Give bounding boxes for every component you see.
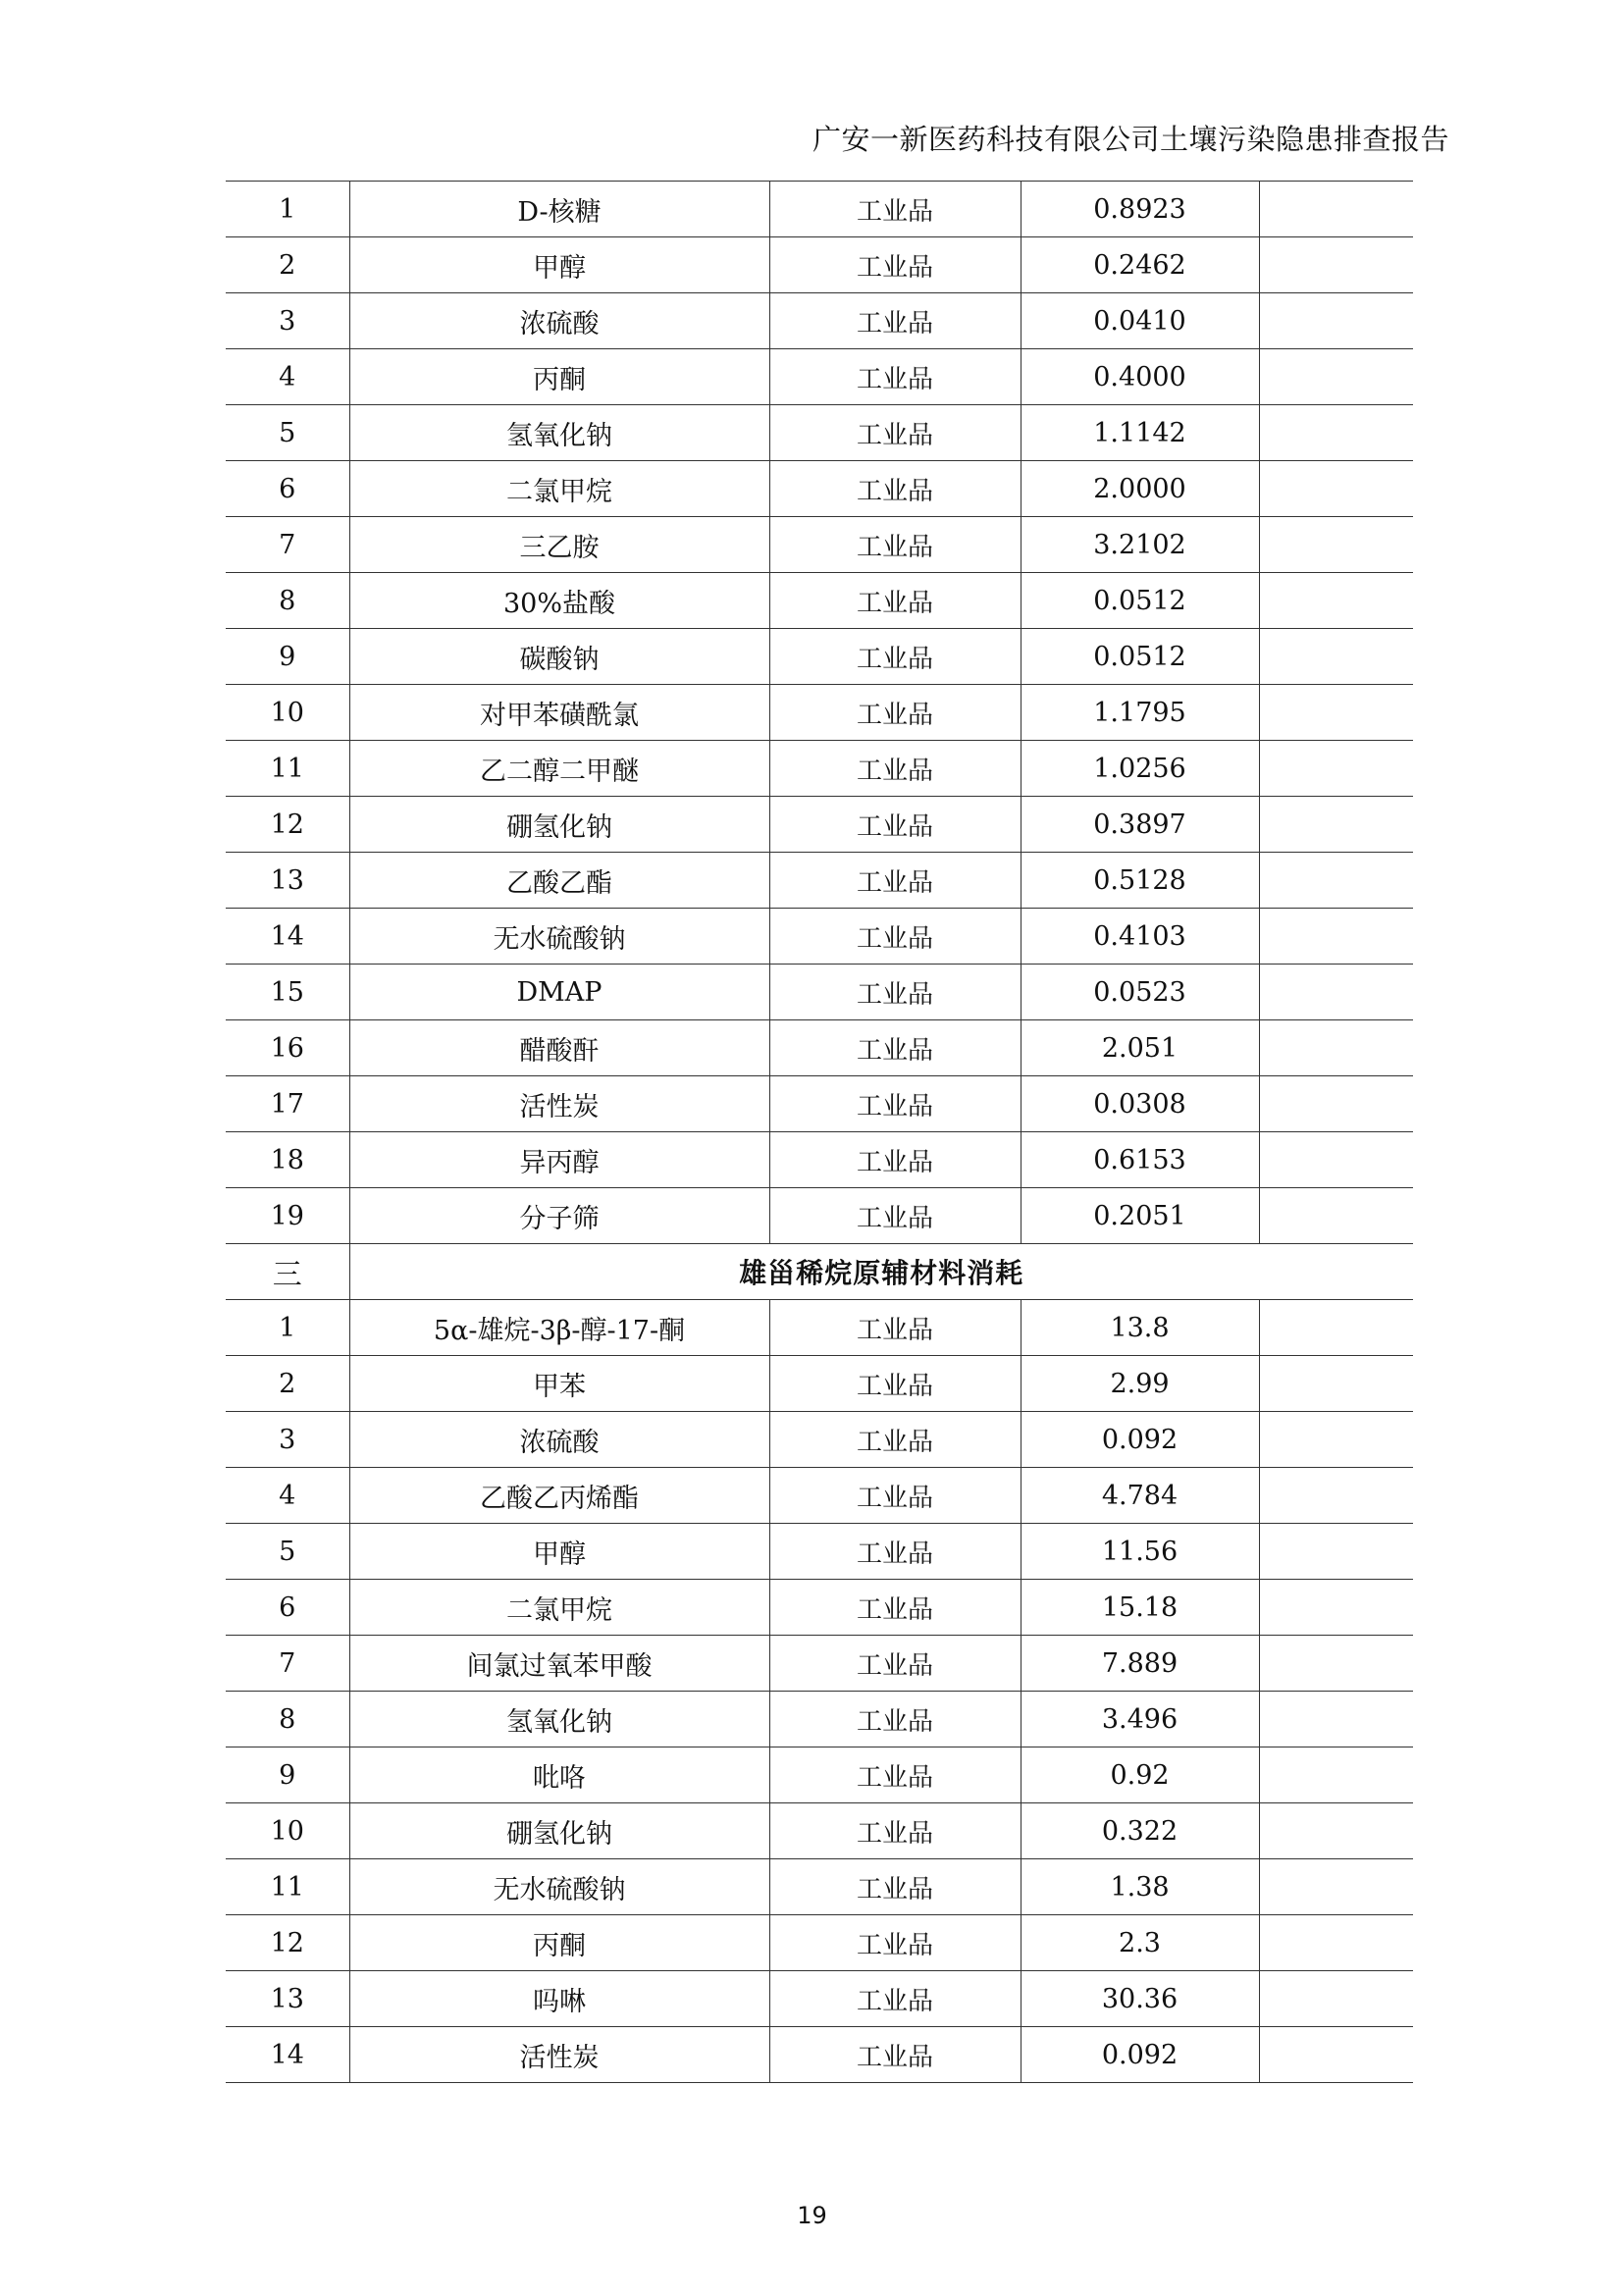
row-number-cell: 14 (226, 909, 349, 965)
quantity-cell: 0.2462 (1021, 237, 1259, 293)
section-number: 三 (226, 1244, 349, 1300)
quantity-cell: 2.3 (1021, 1915, 1259, 1971)
row-number-cell: 5 (226, 405, 349, 461)
remark-cell (1259, 1356, 1413, 1412)
remark-cell (1259, 517, 1413, 573)
table-row (226, 517, 1413, 573)
table-row (226, 1859, 1413, 1915)
grade-cell: 工业品 (769, 1188, 1021, 1244)
remark-cell (1259, 1132, 1413, 1188)
grade-cell: 工业品 (769, 1747, 1021, 1803)
quantity-cell: 0.6153 (1021, 1132, 1259, 1188)
table-row (226, 797, 1413, 853)
quantity-cell: 30.36 (1021, 1971, 1259, 2027)
table-row (226, 1188, 1413, 1244)
grade-cell: 工业品 (769, 1915, 1021, 1971)
material-name-cell: 乙酸乙酯 (349, 853, 769, 909)
quantity-cell: 0.8923 (1021, 182, 1259, 237)
quantity-cell: 2.99 (1021, 1356, 1259, 1412)
quantity-cell: 0.322 (1021, 1803, 1259, 1859)
row-number-cell: 9 (226, 629, 349, 685)
remark-cell (1259, 2027, 1413, 2083)
remark-cell (1259, 685, 1413, 741)
row-number-cell: 7 (226, 1636, 349, 1692)
quantity-cell: 0.3897 (1021, 797, 1259, 853)
table-row (226, 1692, 1413, 1747)
grade-cell: 工业品 (769, 573, 1021, 629)
row-number-cell: 1 (226, 1300, 349, 1356)
quantity-cell: 0.0308 (1021, 1076, 1259, 1132)
grade-cell: 工业品 (769, 182, 1021, 237)
material-name-cell: 5α-雄烷-3β-醇-17-酮 (349, 1300, 769, 1356)
quantity-cell: 0.4000 (1021, 349, 1259, 405)
table-row (226, 1747, 1413, 1803)
remark-cell (1259, 853, 1413, 909)
table-row (226, 237, 1413, 293)
material-name-cell: 30%盐酸 (349, 573, 769, 629)
remark-cell (1259, 461, 1413, 517)
row-number-cell: 6 (226, 1580, 349, 1636)
remark-cell (1259, 1692, 1413, 1747)
material-name-cell: 氢氧化钠 (349, 1692, 769, 1747)
remark-cell (1259, 1580, 1413, 1636)
table-row (226, 1580, 1413, 1636)
row-number-cell: 11 (226, 741, 349, 797)
quantity-cell: 1.0256 (1021, 741, 1259, 797)
row-number-cell: 11 (226, 1859, 349, 1915)
grade-cell: 工业品 (769, 629, 1021, 685)
row-number-cell: 10 (226, 1803, 349, 1859)
table-row (226, 1915, 1413, 1971)
row-number-cell: 19 (226, 1188, 349, 1244)
material-name-cell: 吡咯 (349, 1747, 769, 1803)
material-name-cell: 甲苯 (349, 1356, 769, 1412)
remark-cell (1259, 1636, 1413, 1692)
table-row (226, 461, 1413, 517)
table-row (226, 909, 1413, 965)
quantity-cell: 0.92 (1021, 1747, 1259, 1803)
quantity-cell: 4.784 (1021, 1468, 1259, 1524)
remark-cell (1259, 1747, 1413, 1803)
quantity-cell: 1.1142 (1021, 405, 1259, 461)
quantity-cell: 0.0512 (1021, 629, 1259, 685)
remark-cell (1259, 573, 1413, 629)
raw-materials-table-body (226, 182, 1413, 2083)
quantity-cell: 0.092 (1021, 1412, 1259, 1468)
material-name-cell: 浓硫酸 (349, 1412, 769, 1468)
remark-cell (1259, 349, 1413, 405)
quantity-cell: 0.0512 (1021, 573, 1259, 629)
row-number-cell: 2 (226, 1356, 349, 1412)
grade-cell: 工业品 (769, 1356, 1021, 1412)
material-name-cell: 活性炭 (349, 2027, 769, 2083)
quantity-cell: 1.1795 (1021, 685, 1259, 741)
grade-cell: 工业品 (769, 349, 1021, 405)
material-name-cell: 醋酸酐 (349, 1020, 769, 1076)
remark-cell (1259, 1803, 1413, 1859)
material-name-cell: 无水硫酸钠 (349, 909, 769, 965)
material-name-cell: 甲醇 (349, 237, 769, 293)
grade-cell: 工业品 (769, 1076, 1021, 1132)
grade-cell: 工业品 (769, 1300, 1021, 1356)
row-number-cell: 12 (226, 1915, 349, 1971)
quantity-cell: 7.889 (1021, 1636, 1259, 1692)
remark-cell (1259, 797, 1413, 853)
quantity-cell: 3.496 (1021, 1692, 1259, 1747)
remark-cell (1259, 182, 1413, 237)
section-heading-row (226, 1244, 1413, 1300)
material-name-cell: 二氯甲烷 (349, 1580, 769, 1636)
material-name-cell: 对甲苯磺酰氯 (349, 685, 769, 741)
table-row (226, 1300, 1413, 1356)
row-number-cell: 4 (226, 349, 349, 405)
quantity-cell: 2.0000 (1021, 461, 1259, 517)
remark-cell (1259, 629, 1413, 685)
quantity-cell: 0.092 (1021, 2027, 1259, 2083)
remark-cell (1259, 1859, 1413, 1915)
row-number-cell: 12 (226, 797, 349, 853)
grade-cell: 工业品 (769, 517, 1021, 573)
table-row (226, 405, 1413, 461)
remark-cell (1259, 1300, 1413, 1356)
remark-cell (1259, 909, 1413, 965)
row-number-cell: 5 (226, 1524, 349, 1580)
remark-cell (1259, 237, 1413, 293)
grade-cell: 工业品 (769, 853, 1021, 909)
remark-cell (1259, 741, 1413, 797)
remark-cell (1259, 1412, 1413, 1468)
grade-cell: 工业品 (769, 1636, 1021, 1692)
grade-cell: 工业品 (769, 1580, 1021, 1636)
row-number-cell: 10 (226, 685, 349, 741)
row-number-cell: 3 (226, 293, 349, 349)
row-number-cell: 4 (226, 1468, 349, 1524)
remark-cell (1259, 1188, 1413, 1244)
grade-cell: 工业品 (769, 1524, 1021, 1580)
material-name-cell: 碳酸钠 (349, 629, 769, 685)
table-row (226, 965, 1413, 1020)
grade-cell: 工业品 (769, 1020, 1021, 1076)
table-row (226, 741, 1413, 797)
quantity-cell: 0.4103 (1021, 909, 1259, 965)
row-number-cell: 7 (226, 517, 349, 573)
table-row (226, 1020, 1413, 1076)
grade-cell: 工业品 (769, 1692, 1021, 1747)
grade-cell: 工业品 (769, 1468, 1021, 1524)
remark-cell (1259, 405, 1413, 461)
row-number-cell: 3 (226, 1412, 349, 1468)
grade-cell: 工业品 (769, 1971, 1021, 2027)
table-row (226, 629, 1413, 685)
grade-cell: 工业品 (769, 293, 1021, 349)
raw-materials-table (226, 182, 1413, 2083)
row-number-cell: 8 (226, 1692, 349, 1747)
quantity-cell: 11.56 (1021, 1524, 1259, 1580)
remark-cell (1259, 1468, 1413, 1524)
table-row (226, 2027, 1413, 2083)
material-name-cell: 异丙醇 (349, 1132, 769, 1188)
remark-cell (1259, 1971, 1413, 2027)
table-row (226, 1803, 1413, 1859)
material-name-cell: 分子筛 (349, 1188, 769, 1244)
grade-cell: 工业品 (769, 1803, 1021, 1859)
quantity-cell: 0.2051 (1021, 1188, 1259, 1244)
grade-cell: 工业品 (769, 797, 1021, 853)
remark-cell (1259, 1524, 1413, 1580)
quantity-cell: 13.8 (1021, 1300, 1259, 1356)
remark-cell (1259, 1020, 1413, 1076)
remark-cell (1259, 1076, 1413, 1132)
material-name-cell: 甲醇 (349, 1524, 769, 1580)
material-name-cell: 丙酮 (349, 349, 769, 405)
table-row (226, 1076, 1413, 1132)
table-row (226, 573, 1413, 629)
table-row (226, 349, 1413, 405)
grade-cell: 工业品 (769, 461, 1021, 517)
remark-cell (1259, 965, 1413, 1020)
quantity-cell: 0.5128 (1021, 853, 1259, 909)
grade-cell: 工业品 (769, 685, 1021, 741)
row-number-cell: 15 (226, 965, 349, 1020)
quantity-cell: 2.051 (1021, 1020, 1259, 1076)
row-number-cell: 8 (226, 573, 349, 629)
row-number-cell: 18 (226, 1132, 349, 1188)
quantity-cell: 3.2102 (1021, 517, 1259, 573)
grade-cell: 工业品 (769, 1132, 1021, 1188)
table-row (226, 1468, 1413, 1524)
page-header-title: 广安一新医药科技有限公司土壤污染隐患排查报告 (812, 123, 1449, 156)
grade-cell: 工业品 (769, 965, 1021, 1020)
material-name-cell: 吗啉 (349, 1971, 769, 2027)
row-number-cell: 13 (226, 1971, 349, 2027)
grade-cell: 工业品 (769, 1859, 1021, 1915)
material-name-cell: D-核糖 (349, 182, 769, 237)
row-number-cell: 16 (226, 1020, 349, 1076)
table-row (226, 293, 1413, 349)
grade-cell: 工业品 (769, 741, 1021, 797)
material-name-cell: 乙二醇二甲醚 (349, 741, 769, 797)
material-name-cell: 乙酸乙丙烯酯 (349, 1468, 769, 1524)
remark-cell (1259, 1915, 1413, 1971)
material-name-cell: 间氯过氧苯甲酸 (349, 1636, 769, 1692)
quantity-cell: 1.38 (1021, 1859, 1259, 1915)
grade-cell: 工业品 (769, 237, 1021, 293)
material-name-cell: 丙酮 (349, 1915, 769, 1971)
row-number-cell: 1 (226, 182, 349, 237)
material-name-cell: DMAP (349, 965, 769, 1020)
grade-cell: 工业品 (769, 909, 1021, 965)
grade-cell: 工业品 (769, 405, 1021, 461)
table-row (226, 853, 1413, 909)
table-row (226, 1524, 1413, 1580)
table-row (226, 685, 1413, 741)
row-number-cell: 2 (226, 237, 349, 293)
table-row (226, 1132, 1413, 1188)
table-row (226, 1636, 1413, 1692)
material-name-cell: 三乙胺 (349, 517, 769, 573)
table-row (226, 182, 1413, 237)
page-number: 19 (797, 2202, 827, 2229)
row-number-cell: 17 (226, 1076, 349, 1132)
row-number-cell: 13 (226, 853, 349, 909)
material-name-cell: 浓硫酸 (349, 293, 769, 349)
row-number-cell: 14 (226, 2027, 349, 2083)
quantity-cell: 0.0523 (1021, 965, 1259, 1020)
section-title: 雄甾稀烷原辅材料消耗 (349, 1244, 1413, 1300)
material-name-cell: 硼氢化钠 (349, 797, 769, 853)
table-row (226, 1971, 1413, 2027)
grade-cell: 工业品 (769, 2027, 1021, 2083)
remark-cell (1259, 293, 1413, 349)
table-row (226, 1356, 1413, 1412)
material-name-cell: 二氯甲烷 (349, 461, 769, 517)
grade-cell: 工业品 (769, 1412, 1021, 1468)
table-row (226, 1412, 1413, 1468)
material-name-cell: 氢氧化钠 (349, 405, 769, 461)
quantity-cell: 15.18 (1021, 1580, 1259, 1636)
quantity-cell: 0.0410 (1021, 293, 1259, 349)
material-name-cell: 活性炭 (349, 1076, 769, 1132)
material-name-cell: 无水硫酸钠 (349, 1859, 769, 1915)
row-number-cell: 9 (226, 1747, 349, 1803)
material-name-cell: 硼氢化钠 (349, 1803, 769, 1859)
row-number-cell: 6 (226, 461, 349, 517)
